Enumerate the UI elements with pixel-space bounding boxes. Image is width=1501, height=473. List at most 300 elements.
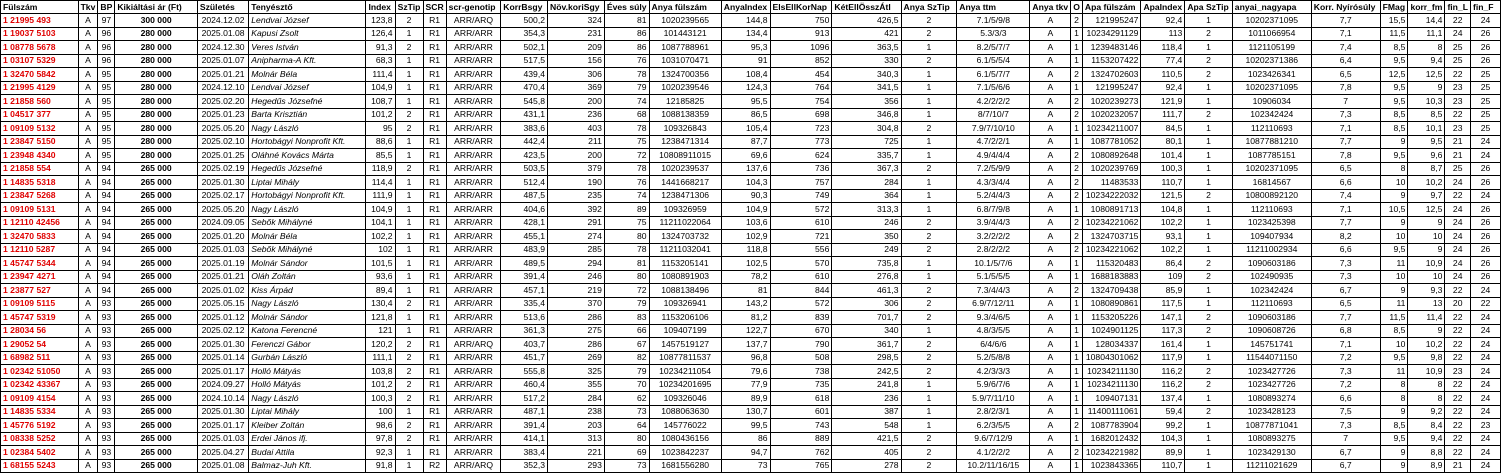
table-cell[interactable]: 76	[604, 176, 649, 190]
table-cell[interactable]: 512,4	[501, 176, 548, 190]
table-cell[interactable]: A	[78, 122, 98, 136]
table-cell[interactable]: 73	[721, 459, 770, 473]
table-cell[interactable]: 21	[1445, 459, 1471, 473]
table-cell[interactable]: 735	[770, 378, 832, 392]
table-cell[interactable]: 265 000	[115, 378, 198, 392]
table-cell[interactable]: 24	[1470, 446, 1500, 460]
table-cell[interactable]: ARR/ARR	[446, 122, 501, 136]
table-cell[interactable]: 10800892120	[1232, 189, 1311, 203]
table-cell[interactable]: A	[78, 95, 98, 109]
table-cell[interactable]: 1 23947 4271	[1, 270, 79, 284]
table-cell[interactable]: 22	[1445, 311, 1471, 325]
table-cell[interactable]: A	[78, 405, 98, 419]
table-cell[interactable]: 13	[1408, 297, 1445, 311]
table-cell[interactable]: 1 09109 5132	[1, 122, 79, 136]
table-cell[interactable]: ARR/ARR	[446, 189, 501, 203]
table-cell[interactable]: 7,3	[1311, 365, 1380, 379]
column-header[interactable]: BP	[98, 1, 115, 14]
table-cell[interactable]: 1	[395, 203, 423, 217]
table-cell[interactable]: 101,5	[366, 257, 395, 271]
table-cell[interactable]: 147,1	[1141, 311, 1185, 325]
table-cell[interactable]: 405	[832, 446, 901, 460]
table-cell[interactable]: 2	[1185, 189, 1232, 203]
table-cell[interactable]: 23	[1445, 95, 1471, 109]
table-cell[interactable]: A	[1030, 149, 1071, 163]
table-cell[interactable]: R1	[423, 432, 446, 446]
table-cell[interactable]: 20	[1445, 297, 1471, 311]
table-cell[interactable]: 285	[548, 243, 605, 257]
table-cell[interactable]: 24	[1470, 392, 1500, 406]
table-cell[interactable]: 26	[1470, 257, 1500, 271]
table-cell[interactable]: 330	[832, 54, 901, 68]
table-cell[interactable]: 81,2	[721, 311, 770, 325]
table-cell[interactable]: 404,6	[501, 203, 548, 217]
table-cell[interactable]: 500,2	[501, 14, 548, 28]
table-cell[interactable]: R1	[423, 14, 446, 28]
table-cell[interactable]: 1324702603	[1082, 68, 1141, 82]
table-cell[interactable]: A	[78, 378, 98, 392]
table-cell[interactable]: A	[1030, 351, 1071, 365]
table-cell[interactable]: 24	[1470, 311, 1500, 325]
table-cell[interactable]: 2	[395, 338, 423, 352]
table-cell[interactable]: 102,2	[1141, 243, 1185, 257]
column-header[interactable]: Apa fülszám	[1082, 1, 1141, 14]
table-cell[interactable]: 2025.01.12	[197, 311, 248, 325]
table-cell[interactable]: 25	[1445, 41, 1471, 55]
table-cell[interactable]: 100	[366, 405, 395, 419]
table-cell[interactable]: 2025.02.17	[197, 189, 248, 203]
table-cell[interactable]: R1	[423, 122, 446, 136]
table-cell[interactable]: 1	[395, 324, 423, 338]
table-cell[interactable]: 265 000	[115, 446, 198, 460]
table-cell[interactable]: 64	[604, 419, 649, 433]
table-cell[interactable]: 79,6	[721, 365, 770, 379]
table-cell[interactable]: 354,3	[501, 27, 548, 41]
table-cell[interactable]: 7	[1311, 432, 1380, 446]
table-cell[interactable]: 2025.01.08	[197, 459, 248, 473]
table-cell[interactable]: 121	[366, 324, 395, 338]
table-cell[interactable]: 2	[1071, 162, 1083, 176]
table-cell[interactable]: 1	[1071, 27, 1083, 41]
table-cell[interactable]: 99,2	[1141, 419, 1185, 433]
table-cell[interactable]: 1088138496	[649, 284, 721, 298]
table-cell[interactable]: 86,5	[721, 108, 770, 122]
table-cell[interactable]: 1080891713	[1082, 203, 1141, 217]
table-cell[interactable]: 2	[1185, 68, 1232, 82]
table-cell[interactable]: 2025.01.17	[197, 419, 248, 433]
table-cell[interactable]: 2025.01.30	[197, 405, 248, 419]
table-cell[interactable]: 92,3	[366, 446, 395, 460]
table-cell[interactable]: Nagy László	[249, 297, 366, 311]
table-cell[interactable]: 2025.01.17	[197, 365, 248, 379]
table-cell[interactable]: 94	[98, 189, 115, 203]
table-cell[interactable]: A	[78, 176, 98, 190]
table-cell[interactable]: 3.2/2/2/2	[957, 230, 1030, 244]
table-cell[interactable]: 9	[1380, 189, 1408, 203]
table-cell[interactable]: 11,5	[1380, 27, 1408, 41]
table-cell[interactable]: 12,5	[1380, 68, 1408, 82]
table-cell[interactable]: 104,9	[366, 81, 395, 95]
table-cell[interactable]: 22	[1445, 338, 1471, 352]
table-cell[interactable]: 16814567	[1232, 176, 1311, 190]
table-cell[interactable]: 1	[1185, 351, 1232, 365]
table-cell[interactable]: A	[1030, 14, 1071, 28]
table-cell[interactable]: 335,4	[501, 297, 548, 311]
table-cell[interactable]: 2025.02.19	[197, 162, 248, 176]
column-header[interactable]: Növ.koriSgy	[548, 1, 605, 14]
table-cell[interactable]: 1	[395, 81, 423, 95]
table-cell[interactable]: Holló Mátyás	[249, 365, 366, 379]
table-cell[interactable]: 77,9	[721, 378, 770, 392]
table-cell[interactable]: 7,1	[1311, 122, 1380, 136]
table-cell[interactable]: 460,4	[501, 378, 548, 392]
column-header[interactable]: Éves súly	[604, 1, 649, 14]
table-cell[interactable]: A	[1030, 95, 1071, 109]
table-cell[interactable]: 749	[770, 189, 832, 203]
table-cell[interactable]: 265 000	[115, 230, 198, 244]
table-cell[interactable]: 1	[1071, 122, 1083, 136]
table-cell[interactable]: 5.1/5/5/5	[957, 270, 1030, 284]
column-header[interactable]: O	[1071, 1, 1083, 14]
table-cell[interactable]: 24	[1445, 257, 1471, 271]
table-cell[interactable]: 145751741	[1232, 338, 1311, 352]
table-cell[interactable]: 265 000	[115, 270, 198, 284]
table-cell[interactable]: 7,7	[1311, 216, 1380, 230]
table-cell[interactable]: 124,3	[721, 81, 770, 95]
table-cell[interactable]: 483,9	[501, 243, 548, 257]
table-cell[interactable]: A	[78, 108, 98, 122]
table-cell[interactable]: A	[1030, 41, 1071, 55]
table-cell[interactable]: R1	[423, 230, 446, 244]
column-header[interactable]: SzTip	[395, 1, 423, 14]
table-cell[interactable]: 24	[1470, 338, 1500, 352]
table-cell[interactable]: 1	[395, 27, 423, 41]
table-cell[interactable]: 24	[1445, 203, 1471, 217]
table-cell[interactable]: 889	[770, 432, 832, 446]
table-cell[interactable]: 69	[604, 446, 649, 460]
table-cell[interactable]: 2	[1185, 257, 1232, 271]
table-cell[interactable]: 104,8	[1141, 203, 1185, 217]
table-cell[interactable]: R1	[423, 162, 446, 176]
table-cell[interactable]: 2.8/2/3/1	[957, 405, 1030, 419]
table-cell[interactable]: 24	[1470, 365, 1500, 379]
table-cell[interactable]: 14,4	[1408, 14, 1445, 28]
table-cell[interactable]: 22	[1445, 419, 1471, 433]
table-cell[interactable]: 190	[548, 176, 605, 190]
table-cell[interactable]: 391,4	[501, 419, 548, 433]
table-cell[interactable]: 1	[901, 419, 957, 433]
table-cell[interactable]: A	[1030, 162, 1071, 176]
table-cell[interactable]: 95	[98, 68, 115, 82]
table-cell[interactable]: 1088138359	[649, 108, 721, 122]
table-cell[interactable]: 503,5	[501, 162, 548, 176]
table-cell[interactable]: 1	[1071, 54, 1083, 68]
table-cell[interactable]: 610	[770, 216, 832, 230]
table-cell[interactable]: A	[1030, 365, 1071, 379]
table-cell[interactable]: 161,4	[1141, 338, 1185, 352]
table-cell[interactable]: 2025.02.20	[197, 95, 248, 109]
table-cell[interactable]: 1020232057	[1082, 108, 1141, 122]
table-cell[interactable]: 1 03107 5329	[1, 54, 79, 68]
table-cell[interactable]: 4.7/2/2/1	[957, 135, 1030, 149]
table-cell[interactable]: A	[78, 189, 98, 203]
table-cell[interactable]: 839	[770, 311, 832, 325]
table-cell[interactable]: 284	[548, 392, 605, 406]
table-cell[interactable]: 7,3	[1311, 257, 1380, 271]
table-cell[interactable]: 9	[1380, 446, 1408, 460]
table-cell[interactable]: 117,9	[1141, 351, 1185, 365]
table-cell[interactable]: 1239483146	[1082, 41, 1141, 55]
table-cell[interactable]: 83	[604, 311, 649, 325]
table-cell[interactable]: 306	[548, 68, 605, 82]
table-cell[interactable]: 1	[395, 189, 423, 203]
table-cell[interactable]: 10877881210	[1232, 135, 1311, 149]
table-cell[interactable]: 1	[1185, 122, 1232, 136]
table-cell[interactable]: 109407934	[1232, 230, 1311, 244]
table-cell[interactable]: 91,8	[366, 459, 395, 473]
table-cell[interactable]: ARR/ARR	[446, 149, 501, 163]
table-cell[interactable]: 95	[98, 108, 115, 122]
table-cell[interactable]: 22	[1445, 189, 1471, 203]
table-cell[interactable]: A	[1030, 284, 1071, 298]
table-cell[interactable]: 121,5	[1141, 189, 1185, 203]
table-cell[interactable]: Liptai Mihály	[249, 405, 366, 419]
table-cell[interactable]: A	[78, 149, 98, 163]
table-cell[interactable]: 95	[366, 122, 395, 136]
table-cell[interactable]: 265 000	[115, 297, 198, 311]
table-cell[interactable]: 454	[770, 68, 832, 82]
table-cell[interactable]: 335,7	[832, 149, 901, 163]
table-cell[interactable]: 2025.01.08	[197, 27, 248, 41]
table-cell[interactable]: 22	[1445, 432, 1471, 446]
table-cell[interactable]: A	[78, 392, 98, 406]
table-cell[interactable]: 10	[1380, 176, 1408, 190]
table-cell[interactable]: 24	[1445, 216, 1471, 230]
table-cell[interactable]: 80	[604, 432, 649, 446]
table-cell[interactable]: 1	[1071, 81, 1083, 95]
table-cell[interactable]: 6,5	[1311, 162, 1380, 176]
table-cell[interactable]: 10202371386	[1232, 54, 1311, 68]
table-cell[interactable]: 2025.01.02	[197, 284, 248, 298]
table-cell[interactable]: A	[78, 419, 98, 433]
table-cell[interactable]: 12185825	[649, 95, 721, 109]
table-cell[interactable]: 236	[832, 392, 901, 406]
table-cell[interactable]: 2	[1071, 176, 1083, 190]
table-cell[interactable]: 24	[1470, 405, 1500, 419]
table-cell[interactable]: 24	[1470, 459, 1500, 473]
table-cell[interactable]: 5.2/4/4/3	[957, 189, 1030, 203]
table-cell[interactable]: 913	[770, 27, 832, 41]
table-cell[interactable]: 67	[604, 338, 649, 352]
table-cell[interactable]: 1 04517 377	[1, 108, 79, 122]
table-cell[interactable]: Nagy László	[249, 203, 366, 217]
table-cell[interactable]: 508	[770, 351, 832, 365]
table-cell[interactable]: A	[78, 365, 98, 379]
table-cell[interactable]: ARR/ARR	[446, 68, 501, 82]
table-cell[interactable]: 79	[604, 365, 649, 379]
column-header[interactable]: Anya SzTip	[901, 1, 957, 14]
table-cell[interactable]: 103,8	[366, 365, 395, 379]
table-cell[interactable]: 1238471306	[649, 189, 721, 203]
table-cell[interactable]: 96	[98, 27, 115, 41]
table-cell[interactable]: 1024901125	[1082, 324, 1141, 338]
table-cell[interactable]: 5.9/6/7/6	[957, 378, 1030, 392]
table-cell[interactable]: 8,9	[1408, 459, 1445, 473]
table-cell[interactable]: 2	[901, 14, 957, 28]
table-cell[interactable]: 387	[832, 405, 901, 419]
table-cell[interactable]: 1	[1071, 135, 1083, 149]
table-cell[interactable]: 81	[604, 14, 649, 28]
table-cell[interactable]: 7,4	[1311, 41, 1380, 55]
table-cell[interactable]: 2	[901, 459, 957, 473]
table-cell[interactable]: 369	[548, 81, 605, 95]
table-cell[interactable]: 102342424	[1232, 108, 1311, 122]
table-cell[interactable]: 1	[901, 108, 957, 122]
table-cell[interactable]: 489,5	[501, 257, 548, 271]
table-cell[interactable]: 1023428123	[1232, 405, 1311, 419]
table-cell[interactable]: Molnár Béla	[249, 68, 366, 82]
table-cell[interactable]: ARR/ARR	[446, 405, 501, 419]
table-cell[interactable]: 6,5	[1311, 297, 1380, 311]
table-cell[interactable]: 109	[1141, 270, 1185, 284]
table-cell[interactable]: 1	[395, 230, 423, 244]
table-cell[interactable]: 265 000	[115, 432, 198, 446]
table-cell[interactable]: 2	[395, 365, 423, 379]
table-cell[interactable]: 2025.05.20	[197, 203, 248, 217]
table-cell[interactable]: 11,4	[1408, 311, 1445, 325]
table-cell[interactable]: 1	[901, 378, 957, 392]
table-cell[interactable]: 2	[1071, 189, 1083, 203]
table-cell[interactable]: 265 000	[115, 243, 198, 257]
table-cell[interactable]: 765	[770, 459, 832, 473]
table-cell[interactable]: 1	[395, 270, 423, 284]
table-cell[interactable]: 104,9	[721, 203, 770, 217]
table-cell[interactable]: R1	[423, 243, 446, 257]
table-cell[interactable]: A	[1030, 189, 1071, 203]
table-cell[interactable]: 9,5	[1380, 149, 1408, 163]
table-cell[interactable]: 355	[548, 378, 605, 392]
table-cell[interactable]: Ferenczi Gábor	[249, 338, 366, 352]
table-cell[interactable]: 10,1	[1408, 122, 1445, 136]
table-cell[interactable]: 92,4	[1141, 81, 1185, 95]
table-cell[interactable]: ARR/ARR	[446, 54, 501, 68]
table-cell[interactable]: 70	[604, 378, 649, 392]
table-cell[interactable]: 2	[901, 351, 957, 365]
table-cell[interactable]: 1090603186	[1232, 311, 1311, 325]
table-cell[interactable]: 1	[1185, 284, 1232, 298]
table-cell[interactable]: 6,8	[1311, 324, 1380, 338]
table-cell[interactable]: ARR/ARR	[446, 432, 501, 446]
table-cell[interactable]: R1	[423, 405, 446, 419]
table-cell[interactable]: 7,3	[1311, 419, 1380, 433]
table-cell[interactable]: 8,2	[1311, 230, 1380, 244]
table-cell[interactable]: 274	[548, 230, 605, 244]
table-cell[interactable]: 517,2	[501, 392, 548, 406]
table-cell[interactable]: Anipharma-A Kft.	[249, 54, 366, 68]
table-cell[interactable]: 555,8	[501, 365, 548, 379]
table-cell[interactable]: 750	[770, 14, 832, 28]
table-cell[interactable]: R1	[423, 27, 446, 41]
table-cell[interactable]: 81	[721, 284, 770, 298]
table-cell[interactable]: 1	[395, 149, 423, 163]
table-cell[interactable]: 1	[395, 135, 423, 149]
table-cell[interactable]: 74	[604, 189, 649, 203]
table-cell[interactable]: 24	[1470, 149, 1500, 163]
table-cell[interactable]: 145776022	[649, 419, 721, 433]
table-cell[interactable]: Sebők Mihályné	[249, 243, 366, 257]
table-cell[interactable]: A	[1030, 311, 1071, 325]
table-cell[interactable]: 10202371095	[1232, 81, 1311, 95]
table-cell[interactable]: 114,4	[366, 176, 395, 190]
table-cell[interactable]: A	[78, 230, 98, 244]
table-cell[interactable]: 1	[1185, 135, 1232, 149]
table-cell[interactable]: 9,5	[1380, 54, 1408, 68]
table-cell[interactable]: 11,1	[1408, 27, 1445, 41]
table-cell[interactable]: 24	[1445, 176, 1471, 190]
table-cell[interactable]: 24	[1470, 378, 1500, 392]
table-cell[interactable]: 2	[901, 446, 957, 460]
table-cell[interactable]: 269	[548, 351, 605, 365]
table-cell[interactable]: 117,5	[1141, 297, 1185, 311]
table-cell[interactable]: 101,4	[1141, 149, 1185, 163]
table-cell[interactable]: 1	[1185, 162, 1232, 176]
table-cell[interactable]: 350	[832, 230, 901, 244]
table-cell[interactable]: 1 23847 5150	[1, 135, 79, 149]
table-cell[interactable]: 22	[1445, 378, 1471, 392]
table-cell[interactable]: 4.3/3/4/4	[957, 176, 1030, 190]
table-cell[interactable]: 265 000	[115, 392, 198, 406]
table-cell[interactable]: 1	[395, 284, 423, 298]
table-cell[interactable]: 2	[1185, 378, 1232, 392]
table-cell[interactable]: Veres István	[249, 41, 366, 55]
table-cell[interactable]: 1023425398	[1232, 216, 1311, 230]
table-cell[interactable]: 78	[604, 68, 649, 82]
table-cell[interactable]: 1 68982 511	[1, 351, 79, 365]
table-cell[interactable]: Nagy László	[249, 122, 366, 136]
table-cell[interactable]: 1 02342 43367	[1, 378, 79, 392]
table-cell[interactable]: 502,1	[501, 41, 548, 55]
table-cell[interactable]: 94	[98, 284, 115, 298]
table-cell[interactable]: 96	[98, 41, 115, 55]
table-cell[interactable]: 7.2/5/9/9	[957, 162, 1030, 176]
table-cell[interactable]: 80	[604, 270, 649, 284]
table-cell[interactable]: 2	[1185, 108, 1232, 122]
table-cell[interactable]: 21	[1445, 149, 1471, 163]
table-cell[interactable]: 25	[1445, 162, 1471, 176]
table-cell[interactable]: 9,5	[1408, 135, 1445, 149]
table-cell[interactable]: 1 09109 5131	[1, 203, 79, 217]
table-cell[interactable]: 91	[721, 54, 770, 68]
table-cell[interactable]: 548	[832, 419, 901, 433]
table-cell[interactable]: 7	[1311, 95, 1380, 109]
table-cell[interactable]: 10234211007	[1082, 122, 1141, 136]
table-cell[interactable]: 764	[770, 81, 832, 95]
table-cell[interactable]: A	[1030, 419, 1071, 433]
table-cell[interactable]: 10234221062	[1082, 243, 1141, 257]
column-header[interactable]: SCR	[423, 1, 446, 14]
table-cell[interactable]: 10906034	[1232, 95, 1311, 109]
table-cell[interactable]: 275	[548, 324, 605, 338]
table-cell[interactable]: ARR/ARR	[446, 419, 501, 433]
table-cell[interactable]: 9	[1380, 459, 1408, 473]
table-cell[interactable]: 26	[1470, 230, 1500, 244]
table-cell[interactable]: R1	[423, 41, 446, 55]
table-cell[interactable]: 10,9	[1408, 257, 1445, 271]
table-cell[interactable]: 26	[1470, 27, 1500, 41]
table-cell[interactable]: 1	[901, 68, 957, 82]
table-cell[interactable]: 2025.05.15	[197, 297, 248, 311]
table-cell[interactable]: 24	[1470, 284, 1500, 298]
